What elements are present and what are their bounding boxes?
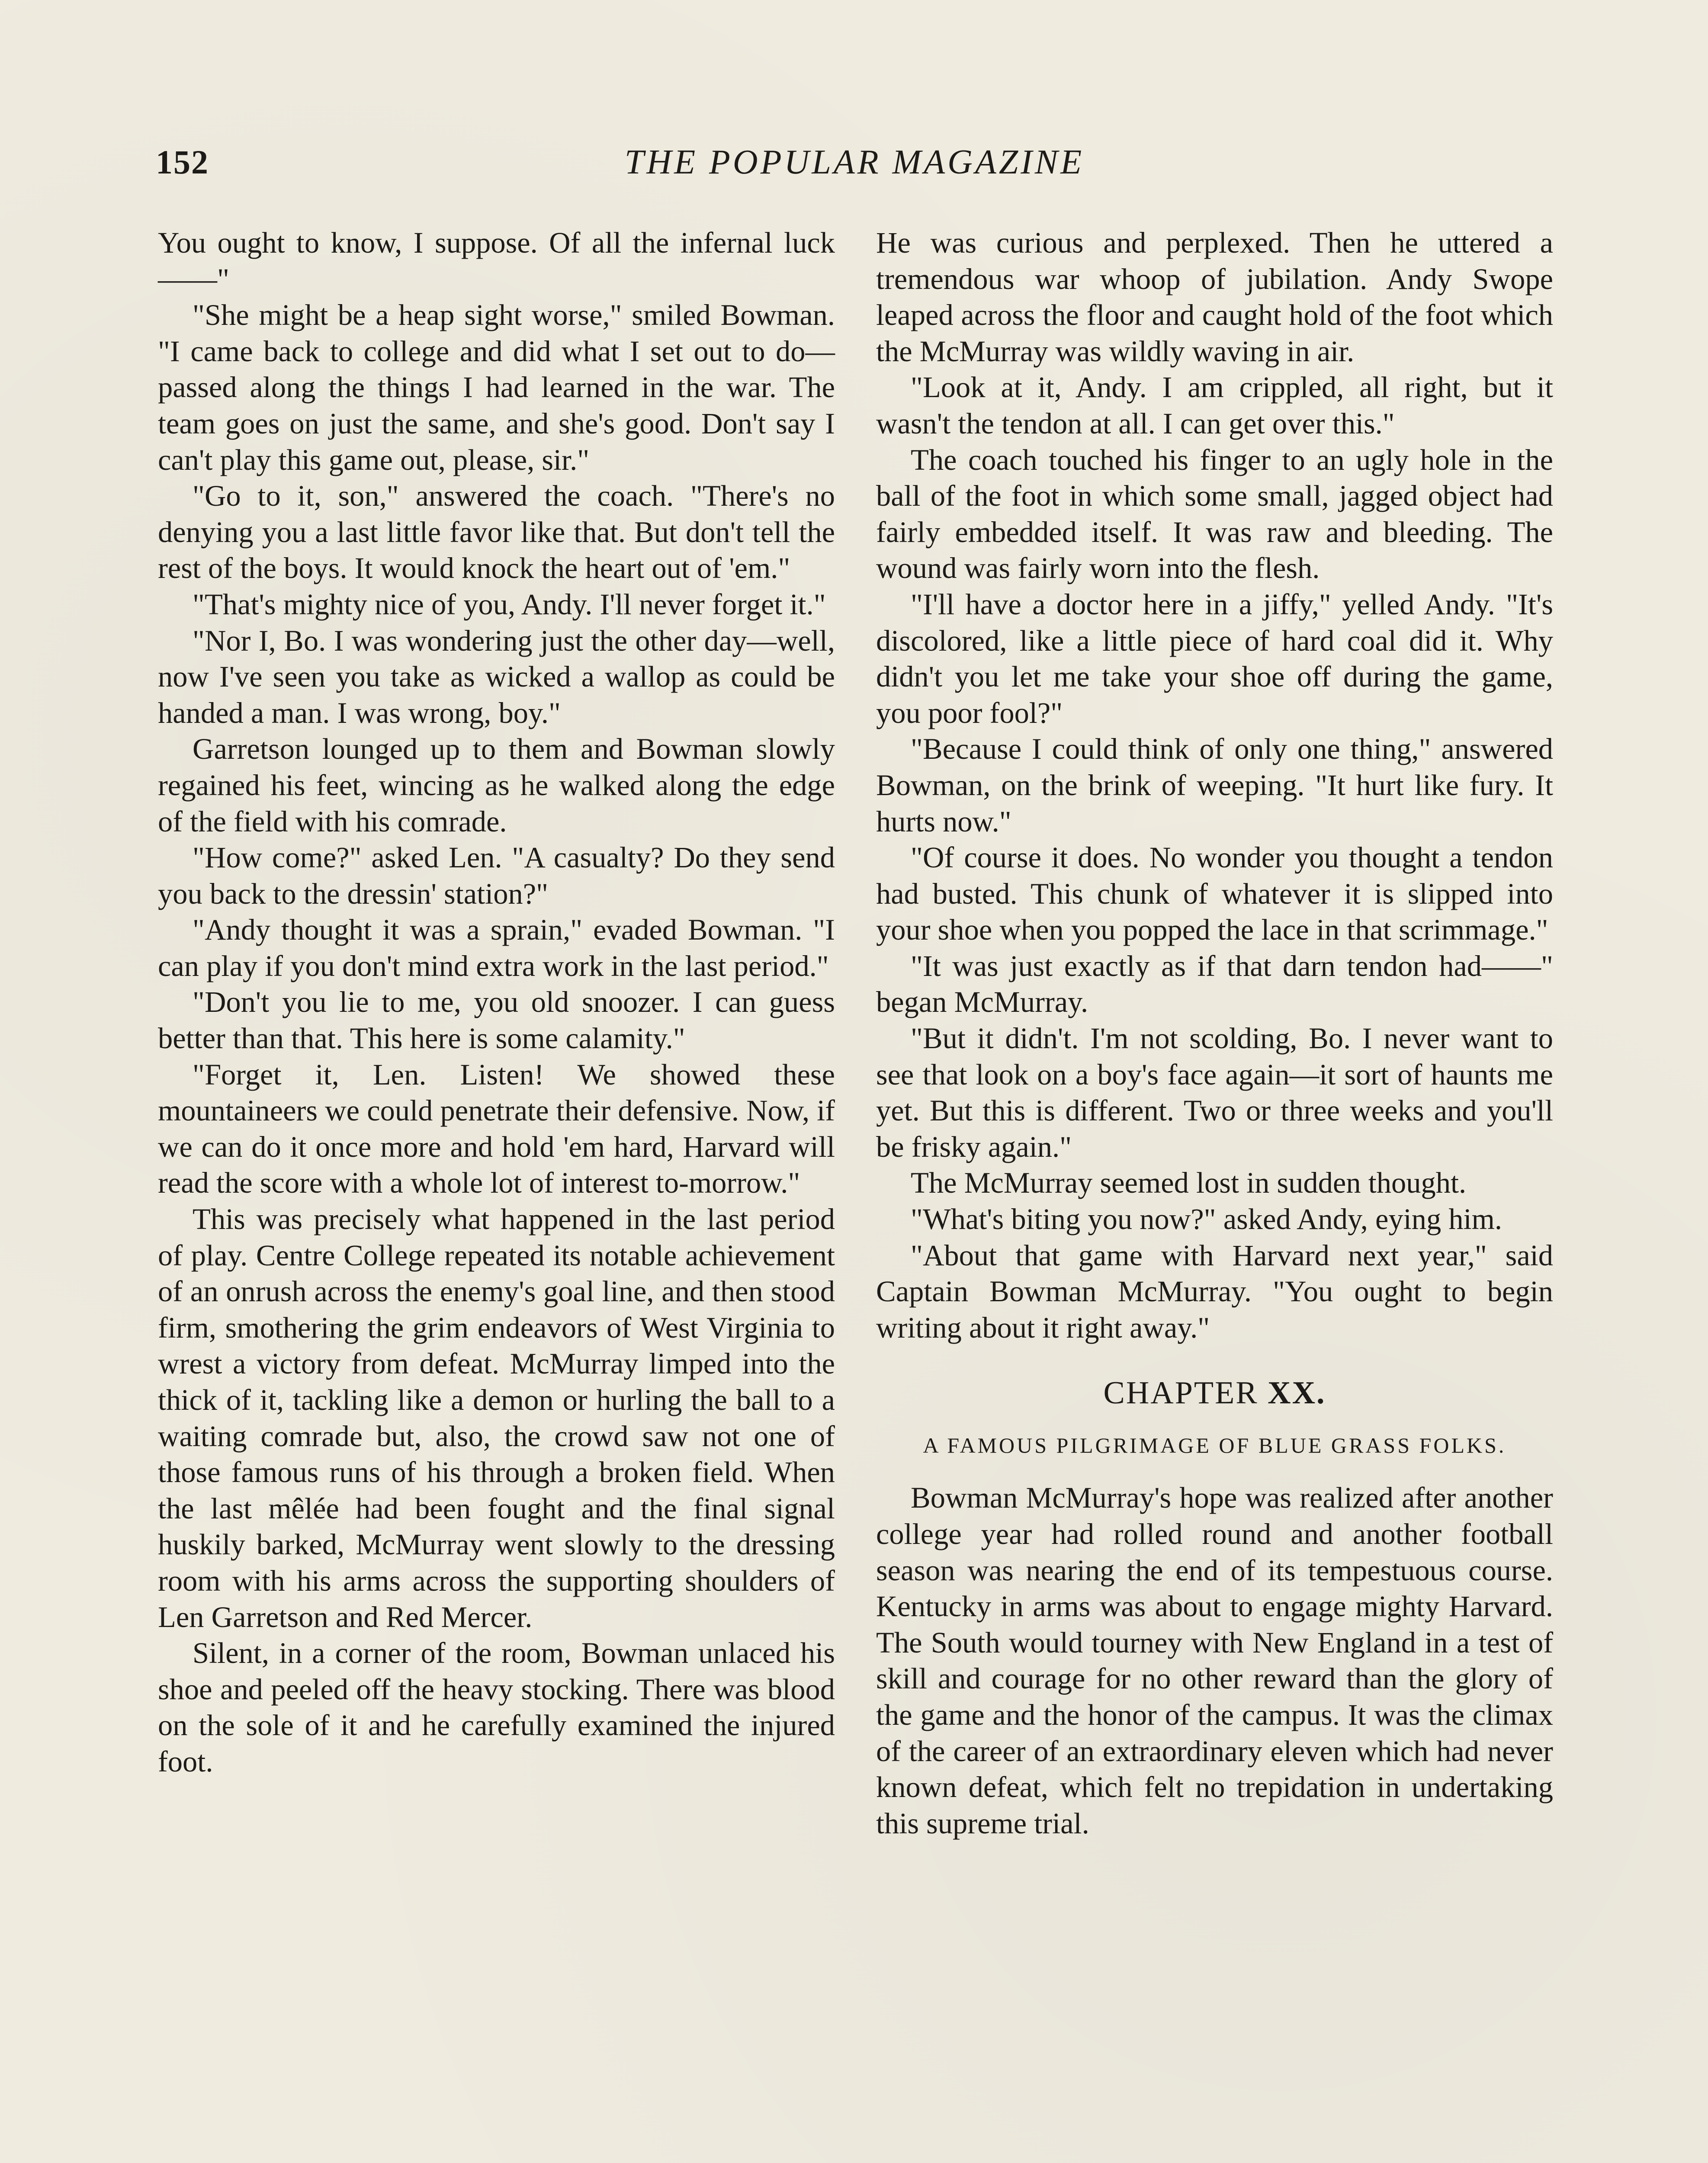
magazine-title: THE POPULAR MAGAZINE (624, 143, 1085, 181)
page-header (156, 143, 1553, 195)
paragraph: You ought to know, I suppose. Of all the infernal luck——" (158, 226, 835, 295)
paragraph: "She might be a heap sight worse," smiled Bowman. "I came back to college and did what I set out to do—passed along the things I had learned in the war. The team goes on just the same, and she's good. Don't say I can't play this game out, please, sir." (158, 298, 835, 476)
paragraph: "Of course it does. No wonder you thought a tendon had busted. This chunk of whatever it is slipped into your shoe when you popped the lace in that scrimmage." (876, 841, 1553, 947)
paragraph: "Forget it, Len. Listen! We showed these mountaineers we could penetrate their defensive. Now, if we can do it once more and hold 'em hard, Harvard will read the score with a whole lot of interest to-morrow." (158, 1058, 835, 1200)
chapter-number: XX. (1268, 1375, 1326, 1411)
paragraph: He was curious and perplexed. Then he uttered a tremendous war whoop of jubilation. Andy Swope leaped across the floor and caught hold of the foot which the McMurray was wildly waving in air. (876, 226, 1553, 368)
paragraph: "About that game with Harvard next year," said Captain Bowman McMurray. "You ought to begin writing about it right away." (876, 1239, 1553, 1344)
right-column (876, 225, 1553, 1842)
paragraph: "Look at it, Andy. I am crippled, all right, but it wasn't the tendon at all. I can get over this." (876, 371, 1553, 440)
paragraph: "Nor I, Bo. I was wondering just the other day—well, now I've seen you take as wicked a wallop as could be handed a man. I was wrong, boy." (158, 624, 835, 729)
paragraph: The McMurray seemed lost in sudden thought. (911, 1166, 1467, 1200)
page-number: 152 (156, 143, 209, 181)
paragraph: "How come?" asked Len. "A casualty? Do they send you back to the dressin' station?" (158, 841, 835, 910)
paragraph: The coach touched his finger to an ugly hole in the ball of the foot in which some small, jagged object had fairly embedded itself. It was raw and bleeding. The wound was fairly worn into the flesh. (876, 443, 1553, 585)
left-column (158, 225, 835, 1780)
paragraph: "That's mighty nice of you, Andy. I'll never forget it." (193, 587, 826, 621)
paragraph: "Don't you lie to me, you old snoozer. I can guess better than that. This here is some calamity." (158, 985, 835, 1055)
paragraph: "Go to it, son," answered the coach. "There's no denying you a last little favor like that. But don't tell the rest of the boys. It would knock the heart out of 'em." (158, 479, 835, 585)
paragraph: "Andy thought it was a sprain," evaded Bowman. "I can play if you don't mind extra work in the last period." (158, 913, 835, 982)
paragraph: Bowman McMurray's hope was realized after another college year had rolled round and another football season was nearing the end of its tempestuous course. Kentucky in arms was about to engage mighty Harvard. The South would tourney with New England in a test of skill and courage for no other reward than the glory of the game and the honor of the campus. It was the climax of the career of an extraordinary eleven which had never known defeat, which felt no trepidation in undertaking this supreme trial. (876, 1481, 1553, 1840)
paragraph: "What's biting you now?" asked Andy, eying him. (911, 1203, 1503, 1236)
paragraph: "I'll have a doctor here in a jiffy," yelled Andy. "It's discolored, like a little piece of hard coal did it. Why didn't you let me take your shoe off during the game, you poor fool?" (876, 587, 1553, 729)
paragraph: Silent, in a corner of the room, Bowman unlaced his shoe and peeled off the heavy stocking. There was blood on the sole of it and he carefully examined the injured foot. (158, 1637, 835, 1778)
paragraph: Garretson lounged up to them and Bowman slowly regained his feet, wincing as he walked along the edge of the field with his comrade. (158, 732, 835, 838)
chapter-subtitle: A FAMOUS PILGRIMAGE OF BLUE GRASS FOLKS. (923, 1433, 1506, 1458)
chapter-heading (876, 1374, 1553, 1412)
paragraph: "Because I could think of only one thing," answered Bowman, on the brink of weeping. "It hurt like fury. It hurts now." (876, 732, 1553, 838)
chapter-label: CHAPTER (1103, 1375, 1259, 1411)
paragraph: This was precisely what happened in the last period of play. Centre College repeated its notable achievement of an onrush across the enemy's goal line, and then stood firm, smothering the grim endeavors of West Virginia to wrest a victory from defeat. McMurray limped into the thick of it, tackling like a demon or hurling the ball to a waiting comrade but, also, the crowd saw not one of those famous runs of his through a broken field. When the last mêlée had been fought and the final signal huskily barked, McMurray went slowly to the dressing room with his arms across the supporting shoulders of Len Garretson and Red Mercer. (158, 1203, 835, 1633)
paragraph: "It was just exactly as if that darn tendon had——" began McMurray. (876, 949, 1553, 1019)
paragraph: "But it didn't. I'm not scolding, Bo. I never want to see that look on a boy's face again—it sort of haunts me yet. But this is different. Two or three weeks and you'll be frisky again." (876, 1022, 1553, 1163)
